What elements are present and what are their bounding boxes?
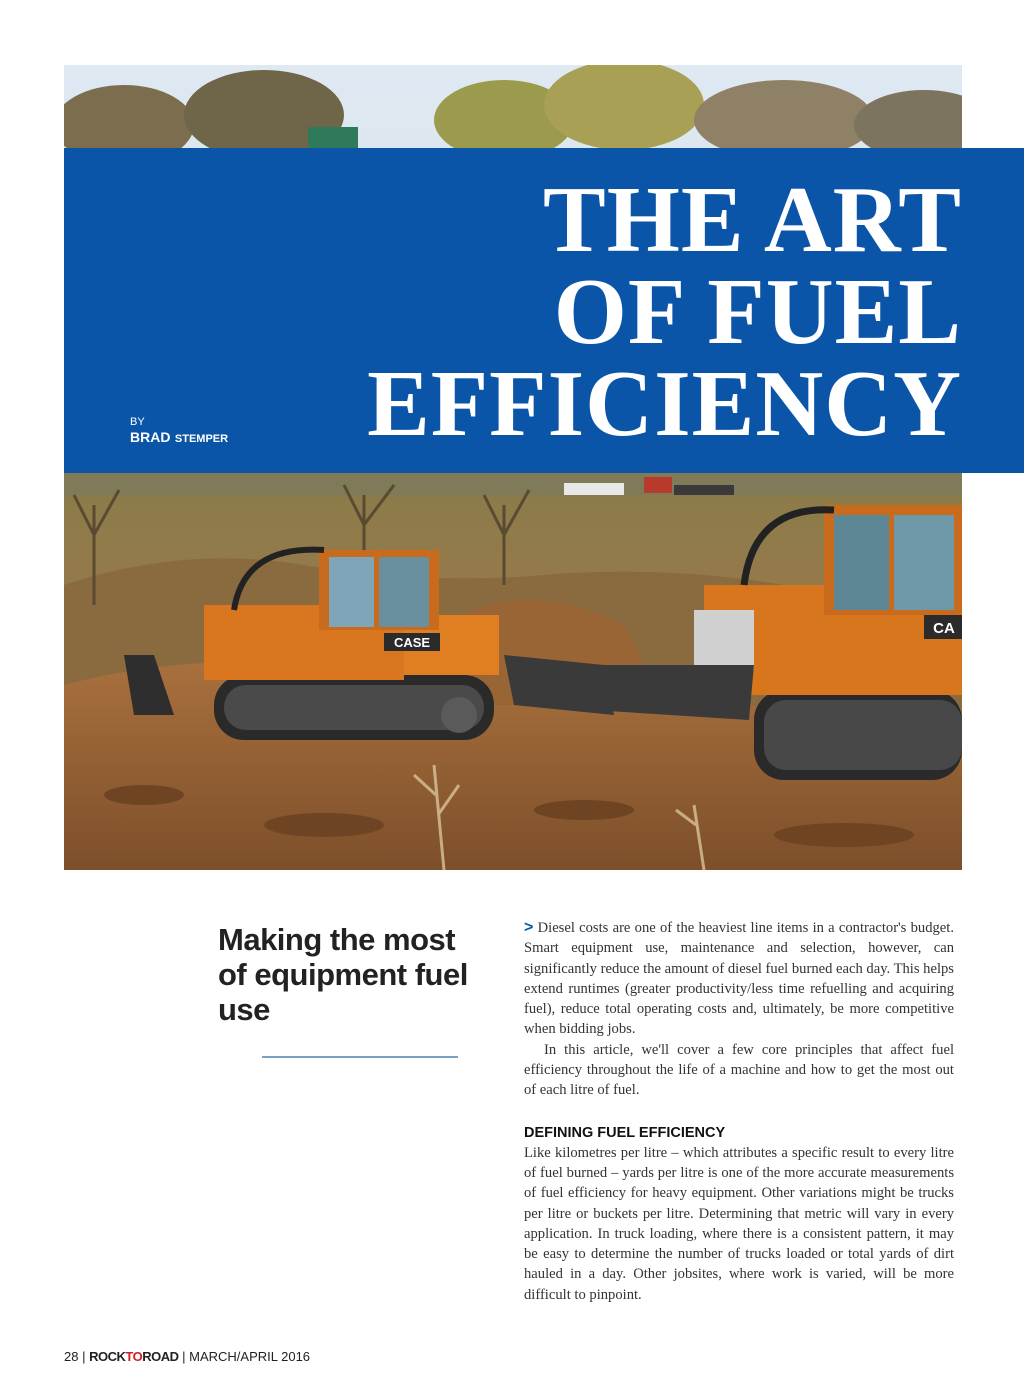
lead-arrow-icon: > <box>524 919 534 936</box>
magazine-logo <box>89 1349 178 1364</box>
section-heading: DEFINING FUEL EFFICIENCY <box>524 1124 726 1141</box>
lead-paragraph <box>524 918 954 1040</box>
title-line-2: OF FUEL <box>553 260 962 364</box>
logo-part-road: ROAD <box>142 1349 179 1364</box>
article-deck: Making the most of equipment fuel use <box>218 922 468 1027</box>
logo-part-rock: ROCK <box>89 1349 126 1364</box>
author-first-name: BRAD <box>130 429 171 445</box>
lead-paragraph-text: Diesel costs are one of the heaviest line items in a contractor's budget. Smart equipment use, maintenance and selection, however, can significantly reduce the amount of diesel fuel burned each day. This helps extend runtimes (greater productivity/less time refuelling and acquiring fuel), reduce total operating costs and, ultimately, be more competitive when bidding jobs. <box>524 920 954 1038</box>
svg-text:CASE: CASE <box>393 635 431 650</box>
title-line-1: THE ART <box>543 168 962 272</box>
deck-divider <box>262 1056 458 1058</box>
article-body <box>524 918 954 1305</box>
issue-date: MARCH/APRIL 2016 <box>189 1349 311 1364</box>
footer-separator-2: | <box>182 1349 186 1364</box>
page-footer <box>64 1349 310 1364</box>
title-line-3: EFFICIENCY <box>367 352 962 456</box>
title-band <box>64 148 1024 473</box>
author-last-name: STEMPER <box>174 433 229 445</box>
byline <box>130 416 228 447</box>
page-number: 28 <box>64 1349 79 1364</box>
byline-by: BY <box>130 416 145 428</box>
section-paragraph: Like kilometres per litre – which attributes a specific result to every litre of fuel burned – yards per litre is one of the more accurate measurements of fuel efficiency for heavy equipment. Other variations might be trucks per litre or buckets per litre. Determining that metric will vary in every application. In truck loading, where there is a consistent pattern, it may be easy to determine the number of trucks loaded or total yards of dirt hauled in a day. Other jobsites, where work is varied, will be more difficult to pinpoint. <box>524 1144 954 1303</box>
body-paragraph: In this article, we'll cover a few core principles that affect fuel efficiency throughout the life of a machine and how to get the most out of each litre of fuel. <box>524 1041 954 1099</box>
footer-separator: | <box>82 1349 86 1364</box>
article-title <box>367 168 962 456</box>
logo-part-to: TO <box>125 1349 143 1364</box>
svg-text:CA: CA <box>933 620 955 637</box>
